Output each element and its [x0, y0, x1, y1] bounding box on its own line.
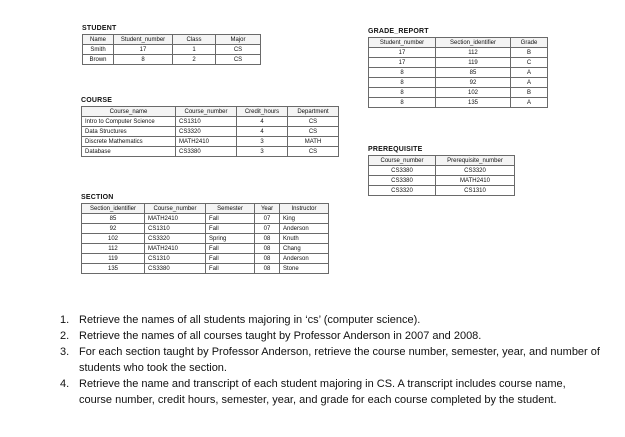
question-item: [60, 376, 600, 408]
table-cell: 102: [82, 234, 145, 244]
prerequisite-table-title: PREREQUISITE: [368, 146, 423, 153]
table-cell: 112: [436, 48, 511, 58]
section-table-title: SECTION: [81, 194, 114, 201]
column-header: Major: [216, 35, 261, 45]
table-row: [369, 78, 548, 88]
table-cell: 1: [173, 45, 216, 55]
table-cell: 92: [436, 78, 511, 88]
table-cell: 4: [237, 127, 288, 137]
question-number: 2.: [60, 330, 70, 342]
question-text: Retrieve the name and transcript of each student majoring in CS. A transcript includes course name, course number, credit hours, semester, year, and grade for each course completed by the student.: [79, 378, 566, 406]
table-cell: Discrete Mathematics: [82, 137, 176, 147]
table-cell: Fall: [206, 254, 255, 264]
table-cell: 3: [237, 137, 288, 147]
course-table-block: [81, 97, 339, 157]
table-cell: 8: [114, 55, 173, 65]
table-row: [369, 186, 515, 196]
table-cell: B: [511, 48, 548, 58]
question-item: [60, 344, 600, 376]
grade-report-table-block: [368, 28, 548, 108]
student-table-block: [82, 25, 261, 65]
table-cell: Database: [82, 147, 176, 157]
table-row: [82, 254, 329, 264]
table-cell: 08: [255, 264, 280, 274]
table-cell: 92: [82, 224, 145, 234]
column-header: Prerequisite_number: [436, 156, 515, 166]
table-cell: MATH2410: [145, 214, 206, 224]
table-row: [82, 127, 339, 137]
table-cell: 102: [436, 88, 511, 98]
table-cell: 119: [82, 254, 145, 264]
column-header: Credit_hours: [237, 107, 288, 117]
table-cell: Smith: [83, 45, 114, 55]
table-cell: Anderson: [280, 254, 329, 264]
table-cell: 07: [255, 214, 280, 224]
column-header: Year: [255, 204, 280, 214]
table-cell: Brown: [83, 55, 114, 65]
table-cell: Fall: [206, 214, 255, 224]
table-cell: Fall: [206, 244, 255, 254]
question-list: [60, 312, 600, 408]
table-cell: MATH: [288, 137, 339, 147]
table-cell: B: [511, 88, 548, 98]
table-cell: Data Structures: [82, 127, 176, 137]
table-cell: CS3320: [176, 127, 237, 137]
table-cell: 85: [436, 68, 511, 78]
question-number: 3.: [60, 346, 70, 358]
table-row: [369, 68, 548, 78]
table-row: [82, 244, 329, 254]
table-cell: CS3380: [369, 166, 436, 176]
column-header: Course_number: [145, 204, 206, 214]
table-cell: C: [511, 58, 548, 68]
table-cell: MATH2410: [176, 137, 237, 147]
table-cell: 08: [255, 254, 280, 264]
table-cell: CS1310: [436, 186, 515, 196]
table-row: [82, 147, 339, 157]
column-header: Class: [173, 35, 216, 45]
table-cell: CS: [288, 147, 339, 157]
student-table-title: STUDENT: [82, 25, 117, 32]
table-row: [83, 55, 261, 65]
table-header-row: [83, 35, 261, 45]
table-row: [369, 48, 548, 58]
section-table: [81, 203, 329, 274]
column-header: Course_number: [369, 156, 436, 166]
table-row: [369, 58, 548, 68]
table-cell: 2: [173, 55, 216, 65]
column-header: Student_number: [114, 35, 173, 45]
table-cell: A: [511, 78, 548, 88]
table-cell: 135: [436, 98, 511, 108]
column-header: Department: [288, 107, 339, 117]
table-cell: CS1310: [145, 224, 206, 234]
table-row: [82, 214, 329, 224]
table-cell: 08: [255, 244, 280, 254]
table-cell: 07: [255, 224, 280, 234]
table-cell: CS: [216, 55, 261, 65]
table-row: [369, 88, 548, 98]
table-cell: Stone: [280, 264, 329, 274]
column-header: Grade: [511, 38, 548, 48]
table-row: [83, 45, 261, 55]
table-cell: A: [511, 98, 548, 108]
table-cell: 8: [369, 98, 436, 108]
course-table-title: COURSE: [81, 97, 113, 104]
table-header-row: [82, 107, 339, 117]
table-cell: 4: [237, 117, 288, 127]
table-cell: CS1310: [145, 254, 206, 264]
table-cell: MATH2410: [145, 244, 206, 254]
table-cell: CS3380: [176, 147, 237, 157]
table-cell: 8: [369, 68, 436, 78]
column-header: Name: [83, 35, 114, 45]
question-number: 1.: [60, 314, 70, 326]
grade-report-table: [368, 37, 548, 108]
table-cell: Intro to Computer Science: [82, 117, 176, 127]
question-text: Retrieve the names of all students majoring in ‘cs’ (computer science).: [79, 314, 421, 326]
table-cell: Anderson: [280, 224, 329, 234]
table-cell: Fall: [206, 264, 255, 274]
column-header: Section_identifier: [436, 38, 511, 48]
table-cell: 135: [82, 264, 145, 274]
table-row: [82, 234, 329, 244]
table-cell: CS3320: [436, 166, 515, 176]
question-number: 4.: [60, 378, 70, 390]
student-table: [82, 34, 261, 65]
table-cell: MATH2410: [436, 176, 515, 186]
table-cell: 17: [114, 45, 173, 55]
table-cell: 85: [82, 214, 145, 224]
table-cell: Spring: [206, 234, 255, 244]
section-table-block: [81, 194, 329, 274]
table-row: [369, 176, 515, 186]
table-cell: 8: [369, 88, 436, 98]
column-header: Course_number: [176, 107, 237, 117]
column-header: Section_identifier: [82, 204, 145, 214]
table-cell: 17: [369, 58, 436, 68]
column-header: Instructor: [280, 204, 329, 214]
question-text: Retrieve the names of all courses taught by Professor Anderson in 2007 and 2008.: [79, 330, 482, 342]
prerequisite-table: [368, 155, 515, 196]
table-cell: CS3320: [145, 234, 206, 244]
table-header-row: [369, 38, 548, 48]
table-cell: 3: [237, 147, 288, 157]
column-header: Semester: [206, 204, 255, 214]
table-cell: CS1310: [176, 117, 237, 127]
table-cell: CS: [216, 45, 261, 55]
table-header-row: [82, 204, 329, 214]
table-cell: 119: [436, 58, 511, 68]
table-row: [369, 98, 548, 108]
table-cell: King: [280, 214, 329, 224]
question-text: For each section taught by Professor Anderson, retrieve the course number, semester, year, and number of students who took the section.: [79, 346, 600, 374]
column-header: Student_number: [369, 38, 436, 48]
table-cell: 112: [82, 244, 145, 254]
table-cell: CS3380: [145, 264, 206, 274]
table-cell: 08: [255, 234, 280, 244]
table-cell: A: [511, 68, 548, 78]
table-header-row: [369, 156, 515, 166]
question-item: [60, 328, 600, 344]
table-cell: CS3320: [369, 186, 436, 196]
column-header: Course_name: [82, 107, 176, 117]
table-cell: Knuth: [280, 234, 329, 244]
table-row: [82, 137, 339, 147]
table-cell: 17: [369, 48, 436, 58]
table-cell: Fall: [206, 224, 255, 234]
table-cell: 8: [369, 78, 436, 88]
grade-report-table-title: GRADE_REPORT: [368, 28, 429, 35]
table-row: [369, 166, 515, 176]
table-row: [82, 264, 329, 274]
table-cell: CS3380: [369, 176, 436, 186]
table-cell: CS: [288, 117, 339, 127]
course-table: [81, 106, 339, 157]
table-row: [82, 117, 339, 127]
table-cell: CS: [288, 127, 339, 137]
table-cell: Chang: [280, 244, 329, 254]
prerequisite-table-block: [368, 146, 515, 196]
question-item: [60, 312, 600, 328]
table-row: [82, 224, 329, 234]
